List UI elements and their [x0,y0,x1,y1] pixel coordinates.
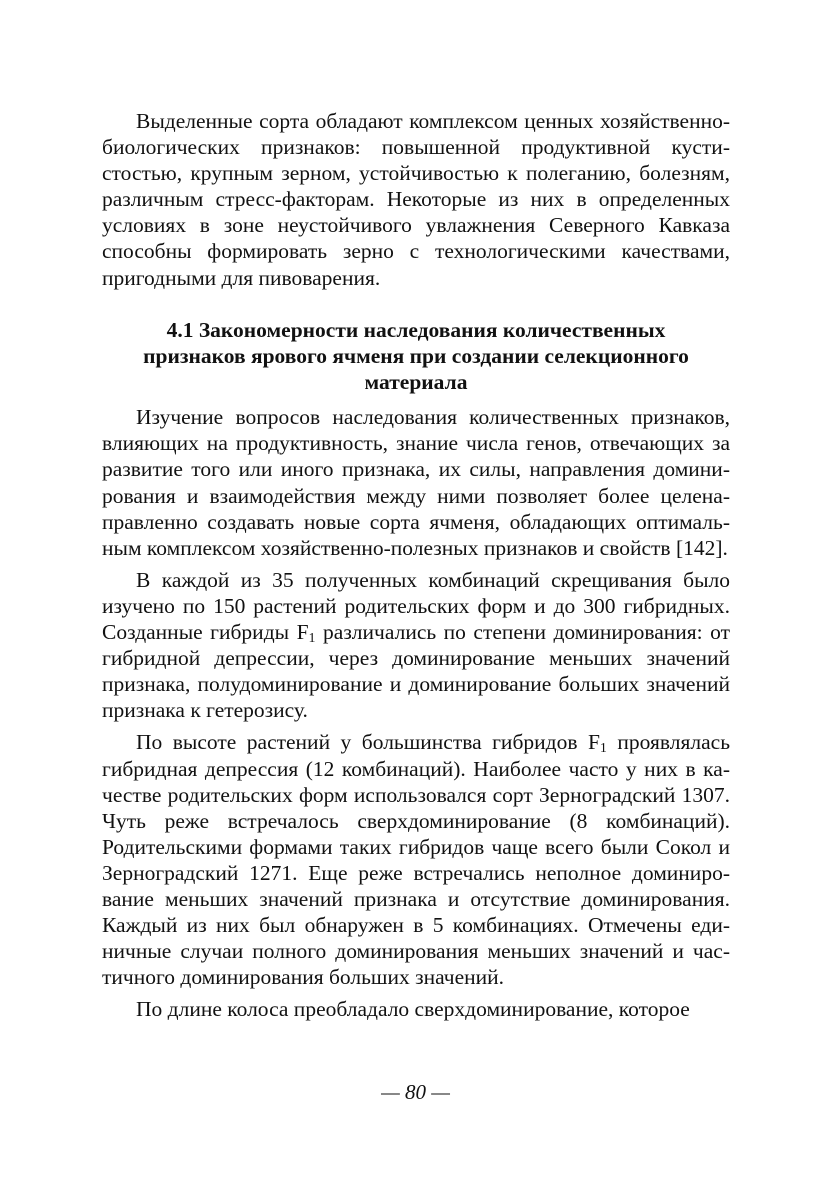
paragraph-2-subscript: 1 [308,631,316,647]
paragraph-2 [102,567,730,724]
paragraph-3 [102,729,730,990]
paragraph-4: По длине колоса преобладало сверхдоминирование, которое [136,997,690,1022]
document-page [102,108,730,1022]
paragraph-2-text-b: различались по степени доминирования: от гибридной депрессии, через доминирование меньших значений признака, полудоминирование и доминирование больших значений признака к гетерозису. [102,620,730,723]
intro-paragraph: Выделенные сорта обладают комплексом ценных хозяйственно-биологических признаков: повышенной продуктивной кустистостью, крупным зерном, устойчивостью к полеганию, болезням, различным стресс-факторам. Некоторые из них в определенных условиях в зоне неустойчивого увлажнения Северного Кавказа способны формировать зерно с технологическими качествами, пригодными для пивоварения. [102,109,730,290]
paragraph-1: Изучение вопросов наследования количественных признаков, влияющих на продуктивность, знание числа генов, отвечающих за развитие того или иного признака, их силы, направления доминирования и взаимодействия между ними позволяет более целенаправленно создавать новые сорта ячменя, обладающих оптимальным комплексом хозяйственно-полезных признаков и свойств [142]. [102,405,730,560]
paragraph-3-text-b: проявлялась гибридная депрессия (12 комбинаций). Наиболее часто у них в качестве родительских форм использовался сорт Зерноградский 1307. Чуть реже встречалось сверхдоминирование (8 комбинаций). Родительскими формами таких гибридов чаще всего были Сокол и Зерноградский 1271. Еще реже встречались неполное доминирование меньших значений признака и отсутствие доминирования. Каждый из них был обнаружен в 5 комбинациях. Отмечены единичные случаи полного доминирования меньших значений и частичного доминирования больших значений. [102,730,730,990]
paragraph-2-text-a: В каждой из 35 полученных комбинаций скрещивания было изучено по 150 растений родительских форм и до 300 гибридных. Созданные гибриды F [102,567,730,645]
paragraph-3-subscript: 1 [599,741,607,757]
section-heading: 4.1 Закономерности наследования количественных признаков ярового ячменя при создании селекционного материала [143,318,689,395]
page-number: — 80 — [381,1080,450,1104]
paragraph-3-text-a: По высоте растений у большинства гибридов F [136,730,600,755]
